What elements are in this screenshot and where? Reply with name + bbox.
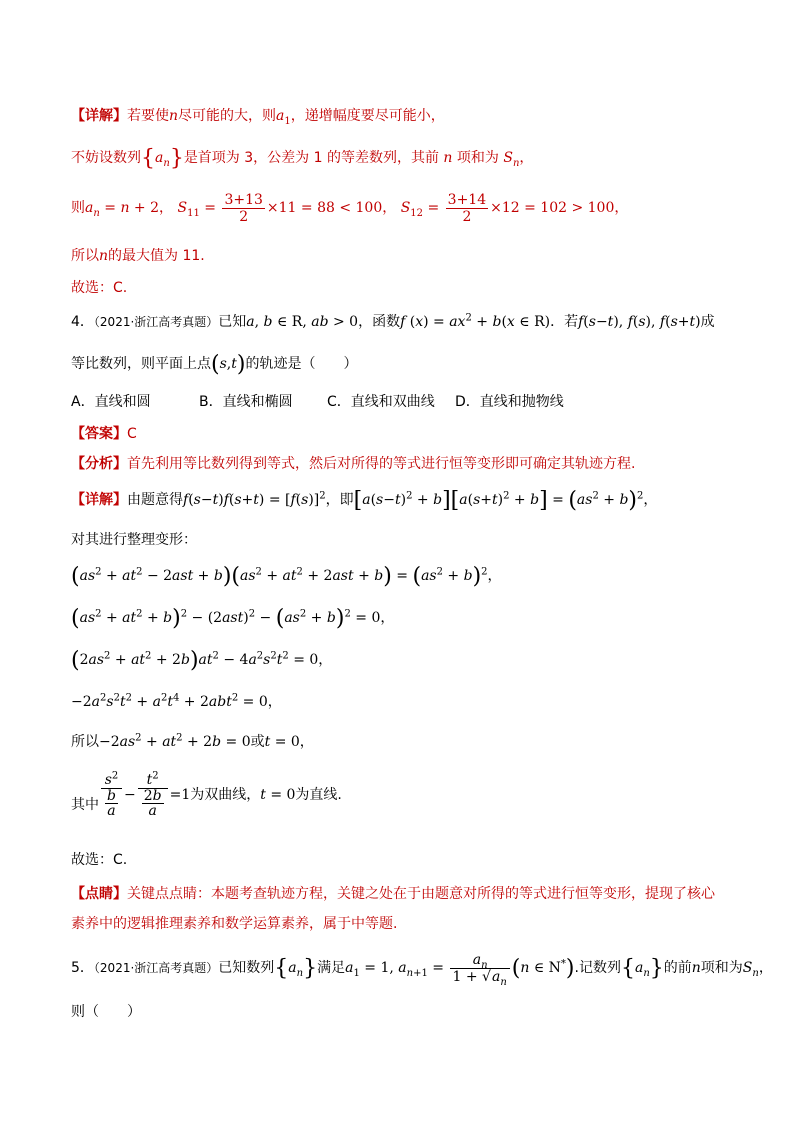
detail-2-line-1: 【详解】由题意得$f(s-t)f(s+t) = [f(s)]^2$，即$[a(s-t)^2 + b][a(s+t)^2 + b] = (as^2 + b)^2$， — [71, 488, 658, 513]
option-b[interactable]: B．直线和椭圆 — [199, 394, 293, 410]
answer-tag: 【答案】 — [71, 426, 127, 442]
equation-4: $-2a^2s^2t^2 + a^2t^4 + 2abt^2 = 0$， — [71, 692, 282, 710]
detail-tag: 【详解】 — [71, 108, 127, 124]
detail-line-1: 【详解】若要使n尽可能的大，则$a_1$，递增幅度要尽可能小， — [71, 108, 445, 127]
equation-6: 其中 $\frac{s^2}{\frac{b}{a}}$ − $\frac{t^2}{\frac{2b}{a}}$ =1为双曲线，t = 0为直线. — [71, 770, 342, 819]
detail-tag-2: 【详解】 — [71, 492, 127, 508]
equation-2: $(as^2 + at^2 + b)^2 - (2ast)^2 - (as^2 + b)^2 = 0$， — [71, 606, 395, 631]
option-d[interactable]: D．直线和抛物线 — [455, 394, 564, 410]
organize-line: 对其进行整理变形： — [71, 532, 197, 548]
choice-line-1: 故选：C. — [71, 280, 128, 296]
answer-line — [71, 424, 734, 444]
equation-5: 所以$-2as^2 + at^2 + 2b = 0$或t = 0， — [71, 732, 314, 750]
question-5-line-2: 则（ ） — [71, 1004, 141, 1020]
point-line-2: 素养中的逻辑推理素养和数学运算素养，属于中等题. — [71, 916, 398, 932]
point-tag: 【点睛】 — [71, 886, 127, 902]
analysis-tag: 【分析】 — [71, 456, 127, 472]
equation-1: $(as^2 + at^2 - 2ast + b)(as^2 + at^2 + 2ast + b) = (as^2 + b)^2$， — [71, 564, 502, 589]
detail-line-4: 所以n的最大值为 11. — [71, 248, 205, 264]
detail-line-3: 则$a_n = n + 2$， $S_{11}$ = $\frac{3+13}{2}$ ×11 = 88 < 100， $S_{12}$ = $\frac{3+14}{2}$ ×12 = 102 > 100， — [71, 191, 629, 225]
question-4-line-2: 等比数列，则平面上点(s,t)的轨迹是（ ） — [71, 352, 358, 377]
choice-line-2: 故选：C. — [71, 852, 128, 868]
detail-line-2: 不妨设数列$\{a_n\}$是首项为 3，公差为 1 的等差数列，其前 n 项和为 $S_n$， — [71, 146, 534, 171]
answer-value: C — [127, 426, 137, 442]
option-c[interactable]: C．直线和双曲线 — [327, 394, 435, 410]
question-5-line-1: 5．（2021·浙江高考真题）已知数列$\{a_n\}$满足$a_1 = 1$, $a_{n+1}$ = $\frac{a_n}{1 + √a_n}$ (n ∈ N*).记数列$\{a_n\}$的前n项和为$S_n$， — [71, 951, 773, 988]
question-4-options — [71, 392, 734, 412]
analysis-line: 【分析】首先利用等比数列得到等式，然后对所得的等式进行恒等变形即可确定其轨迹方程. — [71, 456, 636, 472]
equation-3: $(2as^2 + at^2 + 2b)at^2 - 4a^2s^2t^2 = 0$， — [71, 648, 333, 673]
point-line-1: 【点睛】关键点点睛：本题考查轨迹方程，关键之处在于由题意对所得的等式进行恒等变形，提现了核心 — [71, 886, 715, 902]
question-4-line-1: 4．（2021·浙江高考真题）已知a, b ∈ R, ab > 0，函数f $(x) = ax^2 + b(x$ ∈ R)．若f(s−t), f(s), f(s+t)成 — [71, 312, 715, 330]
option-a[interactable]: A．直线和圆 — [71, 394, 151, 410]
